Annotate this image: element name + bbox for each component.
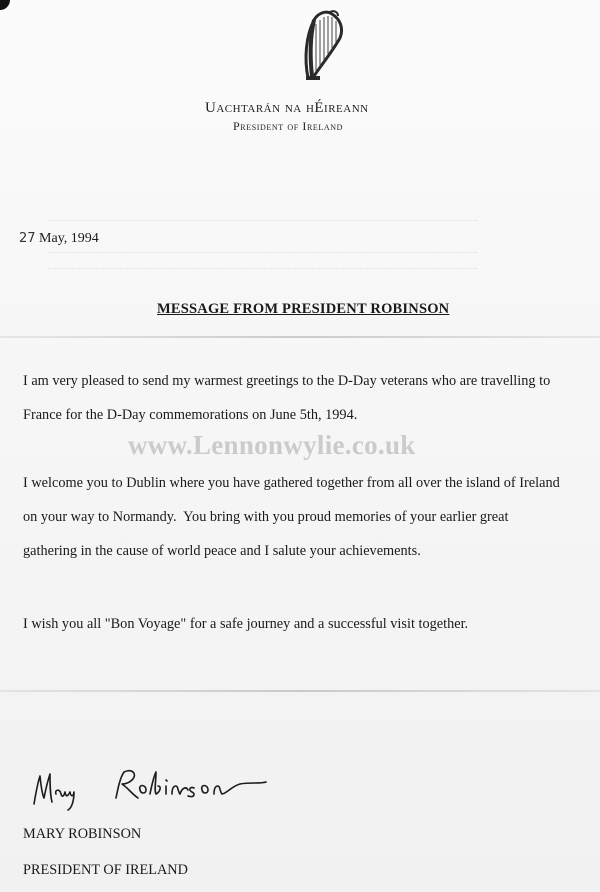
- paragraph-line: France for the D-Day commemorations on June 5th, 1994.: [23, 407, 358, 423]
- date-month-year: May, 1994: [35, 231, 99, 246]
- paragraph-1: [23, 364, 550, 432]
- website-watermark: www.Lennonwylie.co.uk: [128, 430, 416, 460]
- paragraph-line: I welcome you to Dublin where you have gathered together from all over the island of Ireland: [23, 475, 560, 491]
- paragraph-line: on your way to Normandy. You bring with you proud memories of your earlier great: [23, 509, 509, 525]
- paragraph-line: gathering in the cause of world peace and I salute your achievements.: [23, 543, 421, 559]
- corner-mark: [0, 0, 10, 10]
- fold-line-bottom: [0, 690, 600, 692]
- bleed-through-decoration: ~~~~~~~~~~~~~~~~~~~~~~~~~~~~~~~~~~~~~~~~~~~~~~~~~~~~~~~~~~~~~~~~~~~~~~~~ ~~~~~~~~~~~~~~~~~~~~~~~~~~~~~~~~~~~~~~~~~~~~~~~~~~~~~~~~~~~~~~~~~~~~~~~~ ~~~~~~~~~~~~~~~~~~~~~~~~~~~~~~~~~~~~~~~~~~~~~~~~~~~~~~~~~~~~~~~~~~~~~~~~: [46, 217, 479, 276]
- harp-icon: [300, 8, 346, 84]
- paragraph-line: I am very pleased to send my warmest greetings to the D-Day veterans who are travelling to: [23, 373, 551, 389]
- date-day: 27: [19, 231, 36, 246]
- signatory-name: MARY ROBINSON: [23, 826, 142, 842]
- letter-date: [19, 231, 99, 247]
- office-title: Uachtarán na hÉireann: [205, 100, 369, 116]
- handwritten-signature: [28, 764, 278, 814]
- message-heading: MESSAGE FROM PRESIDENT ROBINSON: [157, 301, 450, 317]
- paragraph-line: I wish you all "Bon Voyage" for a safe journey and a successful visit together.: [23, 616, 469, 632]
- paragraph-3: [23, 607, 468, 641]
- signatory-title: PRESIDENT OF IRELAND: [23, 862, 188, 878]
- paragraph-2: [23, 466, 560, 568]
- office-subtitle: President of Ireland: [233, 119, 344, 133]
- fold-line-top: [0, 336, 600, 338]
